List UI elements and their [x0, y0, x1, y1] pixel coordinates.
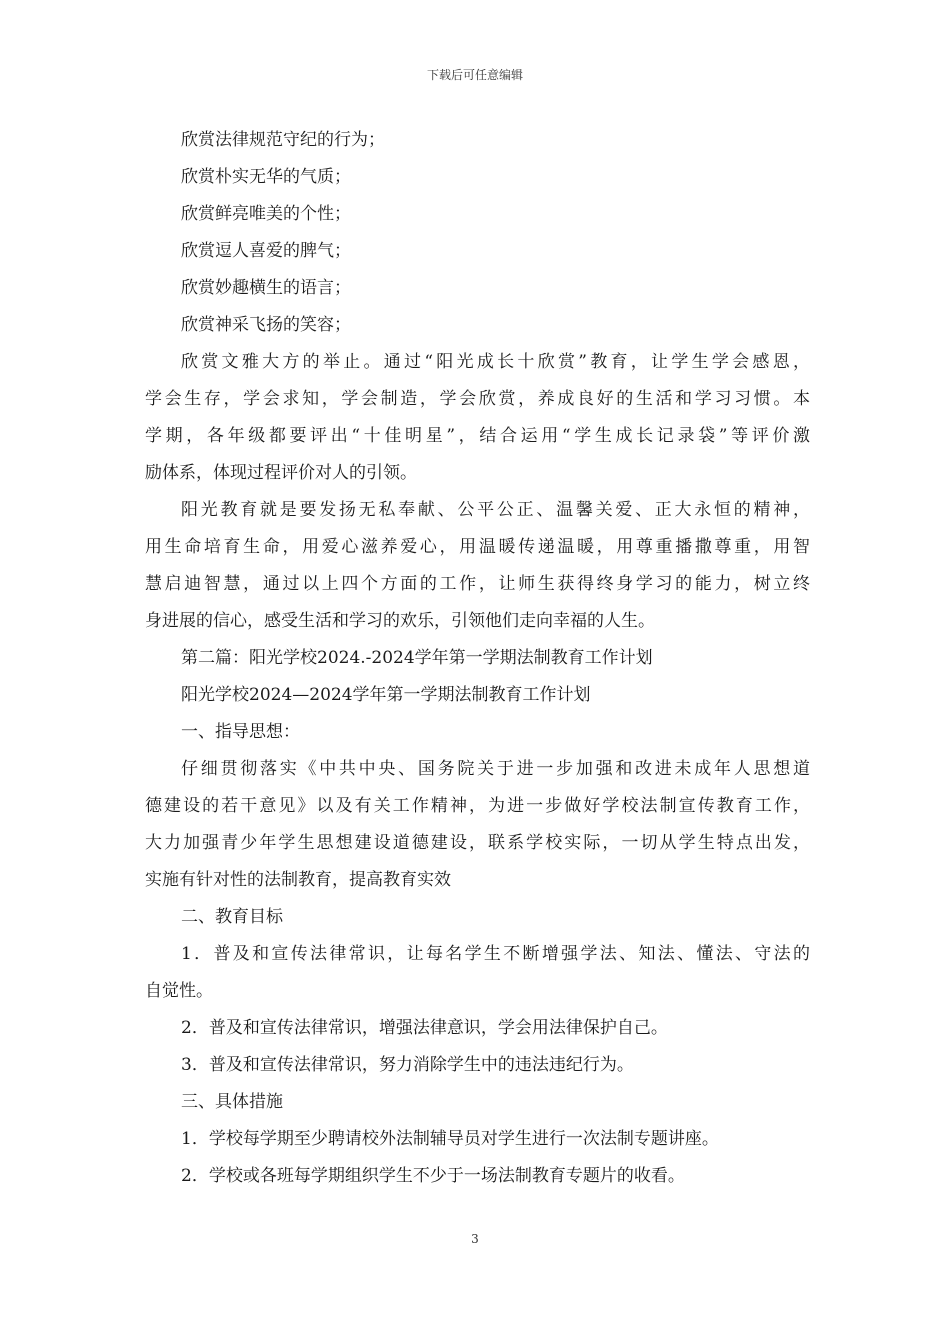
text-line: 欣赏法律规范守纪的行为； — [181, 130, 385, 150]
page-number: 3 — [471, 1232, 479, 1246]
text-line: 3．普及和宣传法律常识，努力消除学生中的违法违纪行为。 — [181, 1055, 634, 1075]
text-line: 励体系，体现过程评价对人的引领。 — [145, 463, 417, 483]
text-line: 2．普及和宣传法律常识，增强法律意识，学会用法律保护自己。 — [181, 1018, 668, 1038]
text-line: 2．学校或各班每学期组织学生不少于一场法制教育专题片的收看。 — [181, 1166, 685, 1186]
text-line: 三、具体措施 — [181, 1092, 283, 1112]
text-line: 欣赏逗人喜爱的脾气； — [181, 241, 351, 261]
text-line: 慧启迪智慧，通过以上四个方面的工作，让师生获得终身学习的能力，树立终 — [145, 574, 810, 594]
text-line: 学期，各年级都要评出“十佳明星”，结合运用“学生成长记录袋”等评价激 — [145, 426, 810, 446]
text-line: 阳光学校2024—2024学年第一学期法制教育工作计划 — [181, 685, 591, 705]
text-line: 欣赏鲜亮唯美的个性； — [181, 204, 351, 224]
text-line: 一、指导思想： — [181, 722, 300, 742]
text-line: 自觉性。 — [145, 981, 213, 1001]
text-line: 学会生存，学会求知，学会制造，学会欣赏，养成良好的生活和学习习惯。本 — [145, 389, 810, 409]
text-line: 阳光教育就是要发扬无私奉献、公平公正、温馨关爱、正大永恒的精神， — [181, 500, 810, 520]
text-line: 身进展的信心，感受生活和学习的欢乐，引领他们走向幸福的人生。 — [145, 611, 655, 631]
document-body — [145, 122, 810, 1195]
page-header: 下载后可任意编辑 — [426, 68, 523, 82]
text-line: 用生命培育生命，用爱心滋养爱心，用温暖传递温暖，用尊重播撒尊重，用智 — [145, 537, 810, 557]
text-line: 1．学校每学期至少聘请校外法制辅导员对学生进行一次法制专题讲座。 — [181, 1129, 719, 1149]
text-line: 欣赏朴实无华的气质； — [181, 167, 351, 187]
text-line: 欣赏文雅大方的举止。通过“阳光成长十欣赏”教育，让学生学会感恩， — [181, 352, 810, 372]
text-line: 1．普及和宣传法律常识，让每名学生不断增强学法、知法、懂法、守法的 — [181, 944, 810, 964]
text-line: 欣赏妙趣横生的语言； — [181, 278, 351, 298]
text-line: 欣赏神采飞扬的笑容； — [181, 315, 351, 335]
text-line: 大力加强青少年学生思想建设道德建设，联系学校实际，一切从学生特点出发， — [145, 833, 810, 853]
text-line: 二、教育目标 — [181, 907, 283, 927]
text-line: 实施有针对性的法制教育，提高教育实效 — [145, 870, 451, 890]
text-line: 德建设的若干意见》以及有关工作精神，为进一步做好学校法制宣传教育工作， — [145, 796, 810, 816]
text-line: 仔细贯彻落实《中共中央、国务院关于进一步加强和改进未成年人思想道 — [181, 759, 810, 779]
text-line: 第二篇：阳光学校2024.-2024学年第一学期法制教育工作计划 — [181, 648, 653, 668]
